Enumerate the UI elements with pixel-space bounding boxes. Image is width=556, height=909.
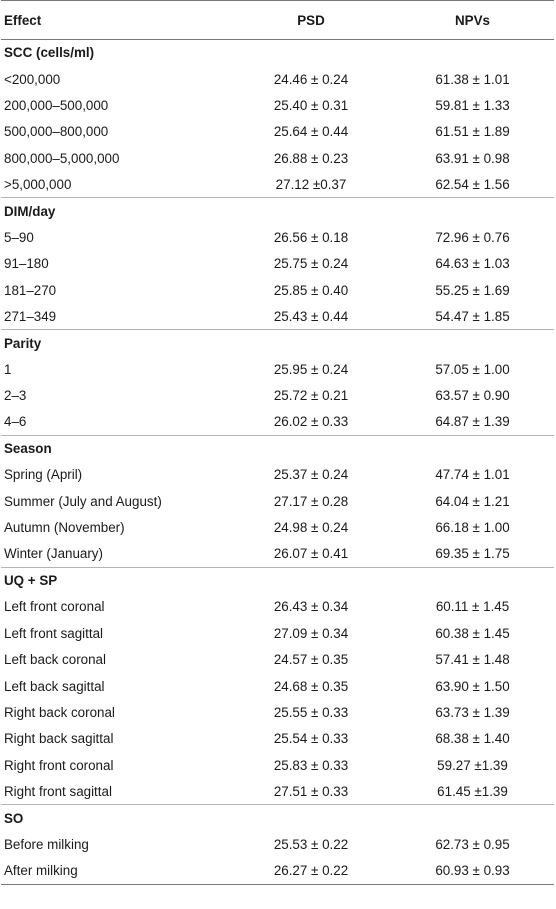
table-row [1,92,554,118]
row-label: >5,000,000 [4,176,72,192]
table-row [1,858,554,884]
table-row [1,488,554,514]
row-label: 4–6 [4,414,27,430]
row-label: Before milking [4,836,89,852]
group-empty-cell [231,198,391,224]
table-row [1,66,554,92]
row-label: After milking [1,858,231,884]
row-label: Left back sagittal [4,678,105,694]
psd-value: 25.40 ± 0.31 [273,97,349,113]
table-row [1,594,554,620]
npv-value: 55.25 ± 1.69 [435,282,510,298]
table-row [1,620,554,646]
npv-value: 61.38 ± 1.01 [435,71,510,87]
table-row [1,515,554,541]
group-header-row [1,198,554,224]
psd-value: 26.56 ± 0.18 [273,229,349,245]
group-empty-cell [231,40,391,66]
row-label: 2–3 [4,388,27,404]
header-psd: PSD [231,1,391,40]
table-row [1,646,554,672]
group-empty-cell [391,435,554,461]
header-npvs: NPVs [391,1,554,40]
table-row [1,699,554,725]
row-label: 500,000–800,000 [4,124,109,140]
psd-value: 25.83 ± 0.33 [273,757,349,773]
psd-value: 24.68 ± 0.35 [273,678,349,694]
table-row [1,224,554,250]
psd-value: 25.55 ± 0.33 [273,704,349,720]
row-label: 1 [4,361,12,377]
npv-value: 54.47 ± 1.85 [435,308,510,324]
header-effect: Effect [1,1,231,40]
psd-value: 25.72 ± 0.21 [273,388,349,404]
row-label: 91–180 [4,256,49,272]
table-body [1,40,554,885]
row-label: 181–270 [4,282,57,298]
group-header-row [1,40,554,66]
table-row [1,673,554,699]
group-empty-cell [231,435,391,461]
npv-value: 66.18 ± 1.00 [435,520,510,536]
group-title: DIM/day [1,198,231,224]
group-empty-cell [231,330,391,356]
row-label: Spring (April) [4,467,83,483]
group-empty-cell [391,40,554,66]
npv-value: 64.04 ± 1.21 [435,493,510,509]
npv-value: 59.27 ±1.39 [437,757,508,773]
group-header-row [1,330,554,356]
group-header-row [1,435,554,461]
table-row [1,778,554,804]
results-table [1,0,554,885]
npv-value: 60.38 ± 1.45 [435,625,510,641]
psd-value: 27.12 ±0.37 [275,176,347,192]
row-label: Autumn (November) [4,520,125,536]
group-title: UQ + SP [1,567,231,593]
row-label: Right front coronal [4,757,114,773]
table-row [1,831,554,857]
group-title: SCC (cells/ml) [4,45,95,61]
npv-value: 63.91 ± 0.98 [435,150,510,166]
psd-value: 27.51 ± 0.33 [273,783,349,799]
header-row [1,1,554,40]
group-header-row [1,567,554,593]
psd-value: 26.43 ± 0.34 [273,599,349,615]
row-label: Left front coronal [4,599,105,615]
npv-value: 69.35 ± 1.75 [435,546,510,562]
table-row [1,541,554,567]
psd-value: 25.37 ± 0.24 [273,467,349,483]
npv-value: 61.45 ±1.39 [437,783,508,799]
table-row [1,409,554,435]
npv-value: 68.38 ± 1.40 [435,731,510,747]
row-label: 200,000–500,000 [4,97,109,113]
table-row [1,251,554,277]
npv-value: 59.81 ± 1.33 [435,97,510,113]
npv-value: 64.63 ± 1.03 [435,256,510,272]
npv-value: 63.73 ± 1.39 [435,704,510,720]
npv-value: 60.11 ± 1.45 [435,599,510,615]
table-row [1,119,554,145]
psd-value: 25.95 ± 0.24 [273,361,349,377]
psd-value: 27.09 ± 0.34 [273,625,349,641]
row-label: Summer (July and August) [4,493,162,509]
table-row [1,752,554,778]
psd-value: 26.88 ± 0.23 [273,150,349,166]
npv-value: 63.57 ± 0.90 [435,388,510,404]
psd-value: 24.98 ± 0.24 [273,520,349,536]
npv-value: 62.54 ± 1.56 [435,176,510,192]
row-label: Right front sagittal [4,783,112,799]
group-empty-cell [231,805,391,831]
npv-value: 63.90 ± 1.50 [435,678,510,694]
psd-value: 24.46 ± 0.24 [273,71,349,87]
row-label: Left back coronal [4,652,106,668]
row-label: 800,000–5,000,000 [4,150,120,166]
psd-value: 26.07 ± 0.41 [273,546,349,562]
group-empty-cell [391,330,554,356]
npv-value: 64.87 ± 1.39 [435,414,510,430]
npv-value: 57.41 ± 1.48 [435,652,510,668]
row-label: 5–90 [4,229,34,245]
table-row [1,145,554,171]
psd-value: 26.27 ± 0.22 [231,858,391,884]
group-header-row [1,805,554,831]
group-title: Parity [1,330,231,356]
psd-value: 25.53 ± 0.22 [273,836,349,852]
psd-value: 25.64 ± 0.44 [273,124,349,140]
psd-value: 27.17 ± 0.28 [273,493,349,509]
table-row [1,277,554,303]
npv-value: 57.05 ± 1.00 [435,361,510,377]
row-label: Left front sagittal [4,625,103,641]
psd-value: 25.43 ± 0.44 [273,308,349,324]
group-empty-cell [231,567,391,593]
npv-value: 47.74 ± 1.01 [435,467,510,483]
table-row [1,356,554,382]
npv-value: 72.96 ± 0.76 [435,229,510,245]
group-title: Season [1,435,231,461]
row-label: <200,000 [4,71,61,87]
group-empty-cell [391,567,554,593]
psd-value: 24.57 ± 0.35 [273,652,349,668]
psd-value: 25.75 ± 0.24 [273,256,349,272]
row-label: Right back coronal [4,704,115,720]
table-row [1,726,554,752]
npv-value: 61.51 ± 1.89 [435,124,510,140]
group-empty-cell [391,805,554,831]
row-label: Right back sagittal [4,731,114,747]
row-label: 271–349 [4,308,57,324]
npv-value: 62.73 ± 0.95 [435,836,510,852]
table-row [1,462,554,488]
table-row [1,171,554,197]
table-row [1,303,554,329]
npv-value: 60.93 ± 0.93 [391,858,554,884]
table-row [1,383,554,409]
psd-value: 26.02 ± 0.33 [273,414,349,430]
group-empty-cell [391,198,554,224]
psd-value: 25.54 ± 0.33 [273,731,349,747]
row-label: Winter (January) [4,546,103,562]
group-title: SO [1,805,231,831]
psd-value: 25.85 ± 0.40 [273,282,349,298]
